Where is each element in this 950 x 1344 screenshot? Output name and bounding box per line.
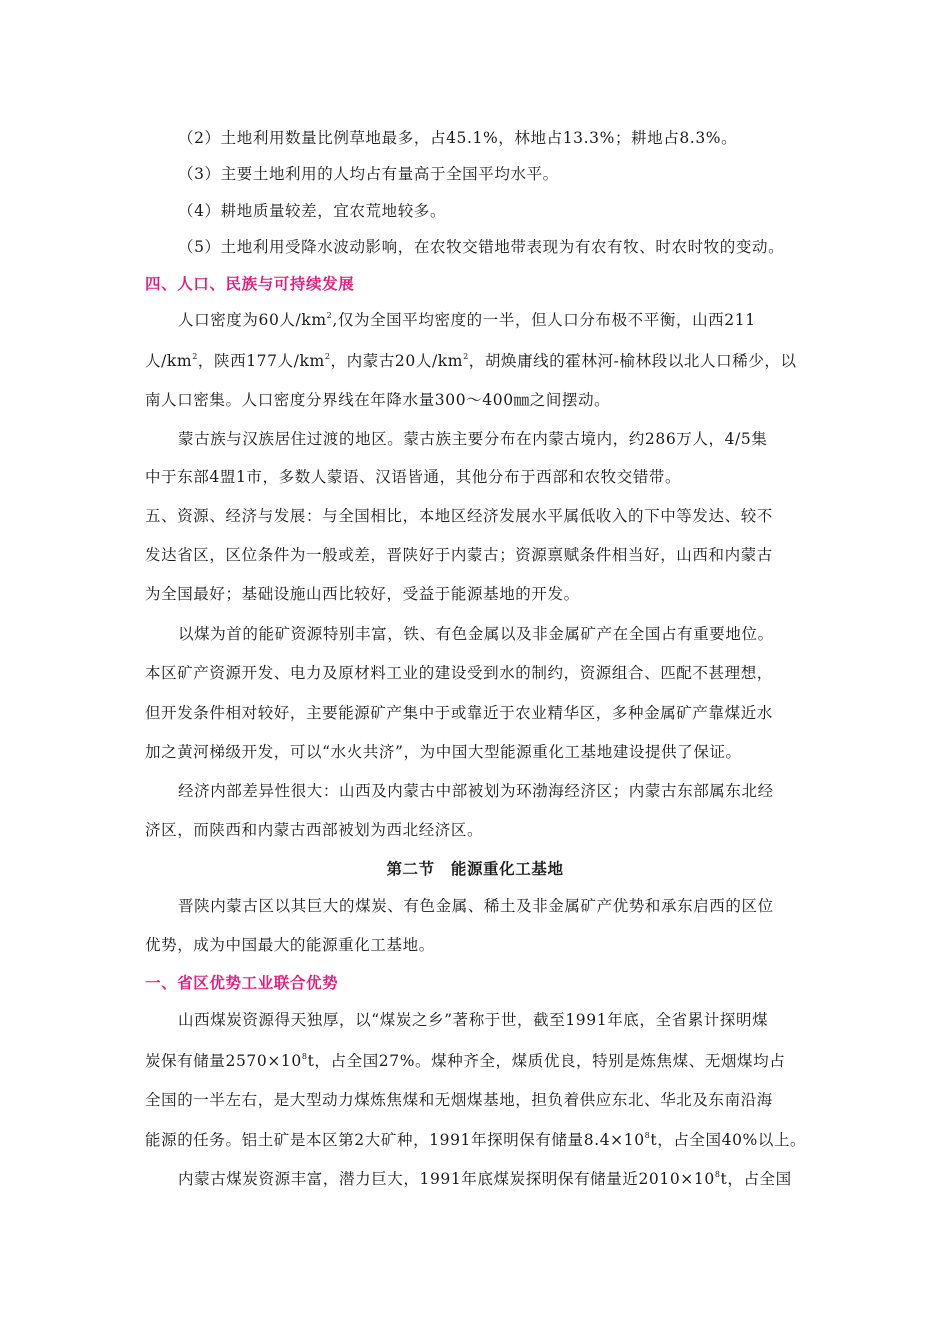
- ethnic-line-2: 中于东部4盟1市，多数人蒙语、汉语皆通，其他分布于西部和农牧交错带。: [145, 468, 682, 486]
- land-item-3: （3）主要土地利用的人均占有量高于全国平均水平。: [178, 165, 559, 183]
- resource-line-2: 发达省区，区位条件为一般或差，晋陕好于内蒙古；资源禀赋条件相当好，山西和内蒙古: [145, 546, 773, 564]
- land-item-5: （5）土地利用受降水波动影响，在农牧交错地带表现为有农有牧、时农时牧的变动。: [178, 238, 785, 256]
- mineral-line-4: 加之黄河梯级开发，可以“水火共济”，为中国大型能源重化工基地建设提供了保证。: [145, 743, 742, 761]
- economy-line-1: 经济内部差异性很大：山西及内蒙古中部被划为环渤海经济区；内蒙古东部属东北经: [178, 782, 774, 800]
- resource-line-3: 为全国最好；基础设施山西比较好，受益于能源基地的开发。: [145, 585, 580, 603]
- shanxi-line-2: 炭保有储量$2570\times 10^8t$，占全国27%。煤种齐全，煤质优良，特别是炼焦煤、无烟煤均占: [145, 1052, 786, 1070]
- section-title: 第二节 能源重化工基地: [386, 860, 564, 878]
- inner-mongolia-line-1: 内蒙古煤炭资源丰富，潜力巨大，1991年底煤炭探明保有储量近$2010\times 10^8t$，占全国: [178, 1170, 792, 1188]
- ethnic-line-1: 蒙古族与汉族居住过渡的地区。蒙古族主要分布在内蒙古境内，约286万人，4/5集: [178, 430, 768, 448]
- land-item-2: （2）土地利用数量比例草地最多，占45.1%，林地占13.3%；耕地占8.3%。: [178, 129, 738, 147]
- population-line-3: 南人口密集。人口密度分界线在年降水量300～400㎜之间摆动。: [145, 391, 611, 409]
- heading-industry: 一、省区优势工业联合优势: [145, 974, 339, 992]
- economy-line-2: 济区，而陕西和内蒙古西部被划为西北经济区。: [145, 821, 484, 839]
- population-line-2: 人$/km^2$，陕西177人$/km^2$，内蒙古20人$/km^2$，胡焕庸线的霍林河-榆林段以北人口稀少，以: [145, 352, 797, 370]
- mineral-line-1: 以煤为首的能矿资源特别丰富，铁、有色金属以及非金属矿产在全国占有重要地位。: [178, 625, 774, 643]
- population-line-1: 人口密度为60人$/km^2$,仅为全国平均密度的一半，但人口分布极不平衡，山西211: [178, 311, 756, 329]
- intro-line-1: 晋陕内蒙古区以其巨大的煤炭、有色金属、稀土及非金属矿产优势和承东启西的区位: [178, 897, 774, 915]
- shanxi-line-4: 能源的任务。铝土矿是本区第2大矿种，1991年探明保有储量$8.4\times 10^8t$，占全国40%以上。: [145, 1131, 807, 1149]
- intro-line-2: 优势，成为中国最大的能源重化工基地。: [145, 936, 435, 954]
- mineral-line-3: 但开发条件相对较好，主要能源矿产集中于或靠近于农业精华区，多种金属矿产靠煤近水: [145, 704, 773, 722]
- mineral-line-2: 本区矿产资源开发、电力及原材料工业的建设受到水的制约，资源组合、匹配不甚理想，: [145, 664, 773, 682]
- shanxi-line-3: 全国的一半左右，是大型动力煤炼焦煤和无烟煤基地，担负着供应东北、华北及东南沿海: [145, 1091, 773, 1109]
- land-item-4: （4）耕地质量较差，宜农荒地较多。: [178, 202, 447, 220]
- heading-population: 四、人口、民族与可持续发展: [145, 275, 355, 293]
- resource-line-1: 五、资源、经济与发展：与全国相比，本地区经济发展水平属低收入的下中等发达、较不: [145, 507, 773, 525]
- shanxi-line-1: 山西煤炭资源得天独厚，以“煤炭之乡”著称于世，截至1991年底，全省累计探明煤: [178, 1011, 769, 1029]
